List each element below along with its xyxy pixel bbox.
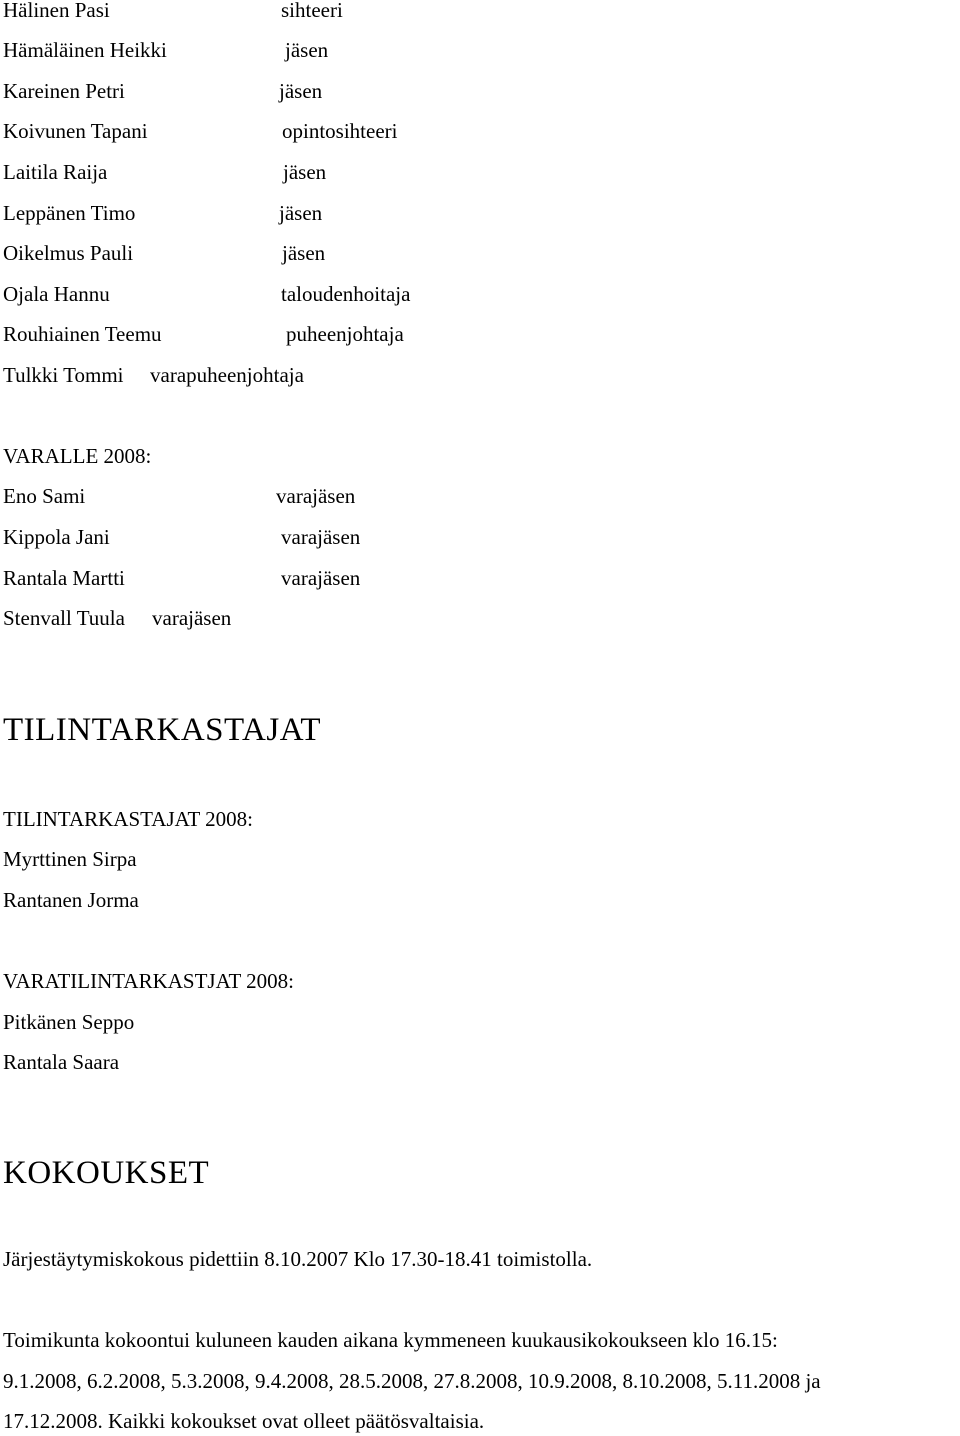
deputy-name: Eno Sami (3, 484, 86, 508)
board-member-name: Ojala Hannu (3, 282, 110, 306)
meetings-summary-line: 9.1.2008, 6.2.2008, 5.3.2008, 9.4.2008, 28.5.2008, 27.8.2008, 10.9.2008, 8.10.2008, 5.11.2008 ja (3, 1369, 821, 1393)
board-member-name: Oikelmus Pauli (3, 241, 134, 265)
deputies-heading: VARALLE 2008: (3, 444, 152, 468)
board-member-role: jäsen (282, 241, 326, 265)
deputy-role: varajäsen (152, 606, 232, 630)
deputy-name: Kippola Jani (3, 525, 110, 549)
board-member-name: Hälinen Pasi (3, 0, 110, 22)
deputy-auditor-name: Rantala Saara (3, 1050, 120, 1074)
board-member-name: Koivunen Tapani (3, 119, 148, 143)
meetings-title: KOKOUKSET (3, 1155, 210, 1191)
board-member-name: Hämäläinen Heikki (3, 38, 167, 62)
meetings-summary-line: Toimikunta kokoontui kuluneen kauden aikana kymmeneen kuukausikokoukseen klo 16.15: (3, 1328, 778, 1352)
auditors-title: TILINTARKASTAJAT (3, 712, 322, 748)
board-member-name: Laitila Raija (3, 160, 108, 184)
board-member-name: Rouhiainen Teemu (3, 322, 162, 346)
board-member-role: jäsen (283, 160, 327, 184)
board-member-role: taloudenhoitaja (281, 282, 411, 306)
auditor-name: Rantanen Jorma (3, 888, 139, 912)
deputy-name: Stenvall Tuula (3, 606, 125, 630)
board-member-role: jäsen (279, 79, 323, 103)
meetings-summary-line: 17.12.2008. Kaikki kokoukset ovat olleet päätösvaltaisia. (3, 1409, 485, 1433)
deputy-name: Rantala Martti (3, 566, 125, 590)
board-member-role: jäsen (279, 201, 323, 225)
auditor-name: Myrttinen Sirpa (3, 847, 137, 871)
deputy-role: varajäsen (281, 566, 361, 590)
board-member-role: opintosihteeri (282, 119, 398, 143)
deputy-role: varajäsen (281, 525, 361, 549)
deputy-auditor-name: Pitkänen Seppo (3, 1010, 135, 1034)
deputy-role: varajäsen (276, 484, 356, 508)
board-member-name: Tulkki Tommi (3, 363, 124, 387)
board-member-role: sihteeri (281, 0, 343, 22)
auditors-subheading: TILINTARKASTAJAT 2008: (3, 807, 253, 831)
board-member-name: Kareinen Petri (3, 79, 125, 103)
board-member-name: Leppänen Timo (3, 201, 136, 225)
board-member-role: varapuheenjohtaja (150, 363, 304, 387)
deputy-auditors-subheading: VARATILINTARKASTJAT 2008: (3, 969, 294, 993)
board-member-role: jäsen (285, 38, 329, 62)
board-member-role: puheenjohtaja (286, 322, 404, 346)
organizing-meeting-text: Järjestäytymiskokous pidettiin 8.10.2007 Klo 17.30-18.41 toimistolla. (3, 1247, 593, 1271)
